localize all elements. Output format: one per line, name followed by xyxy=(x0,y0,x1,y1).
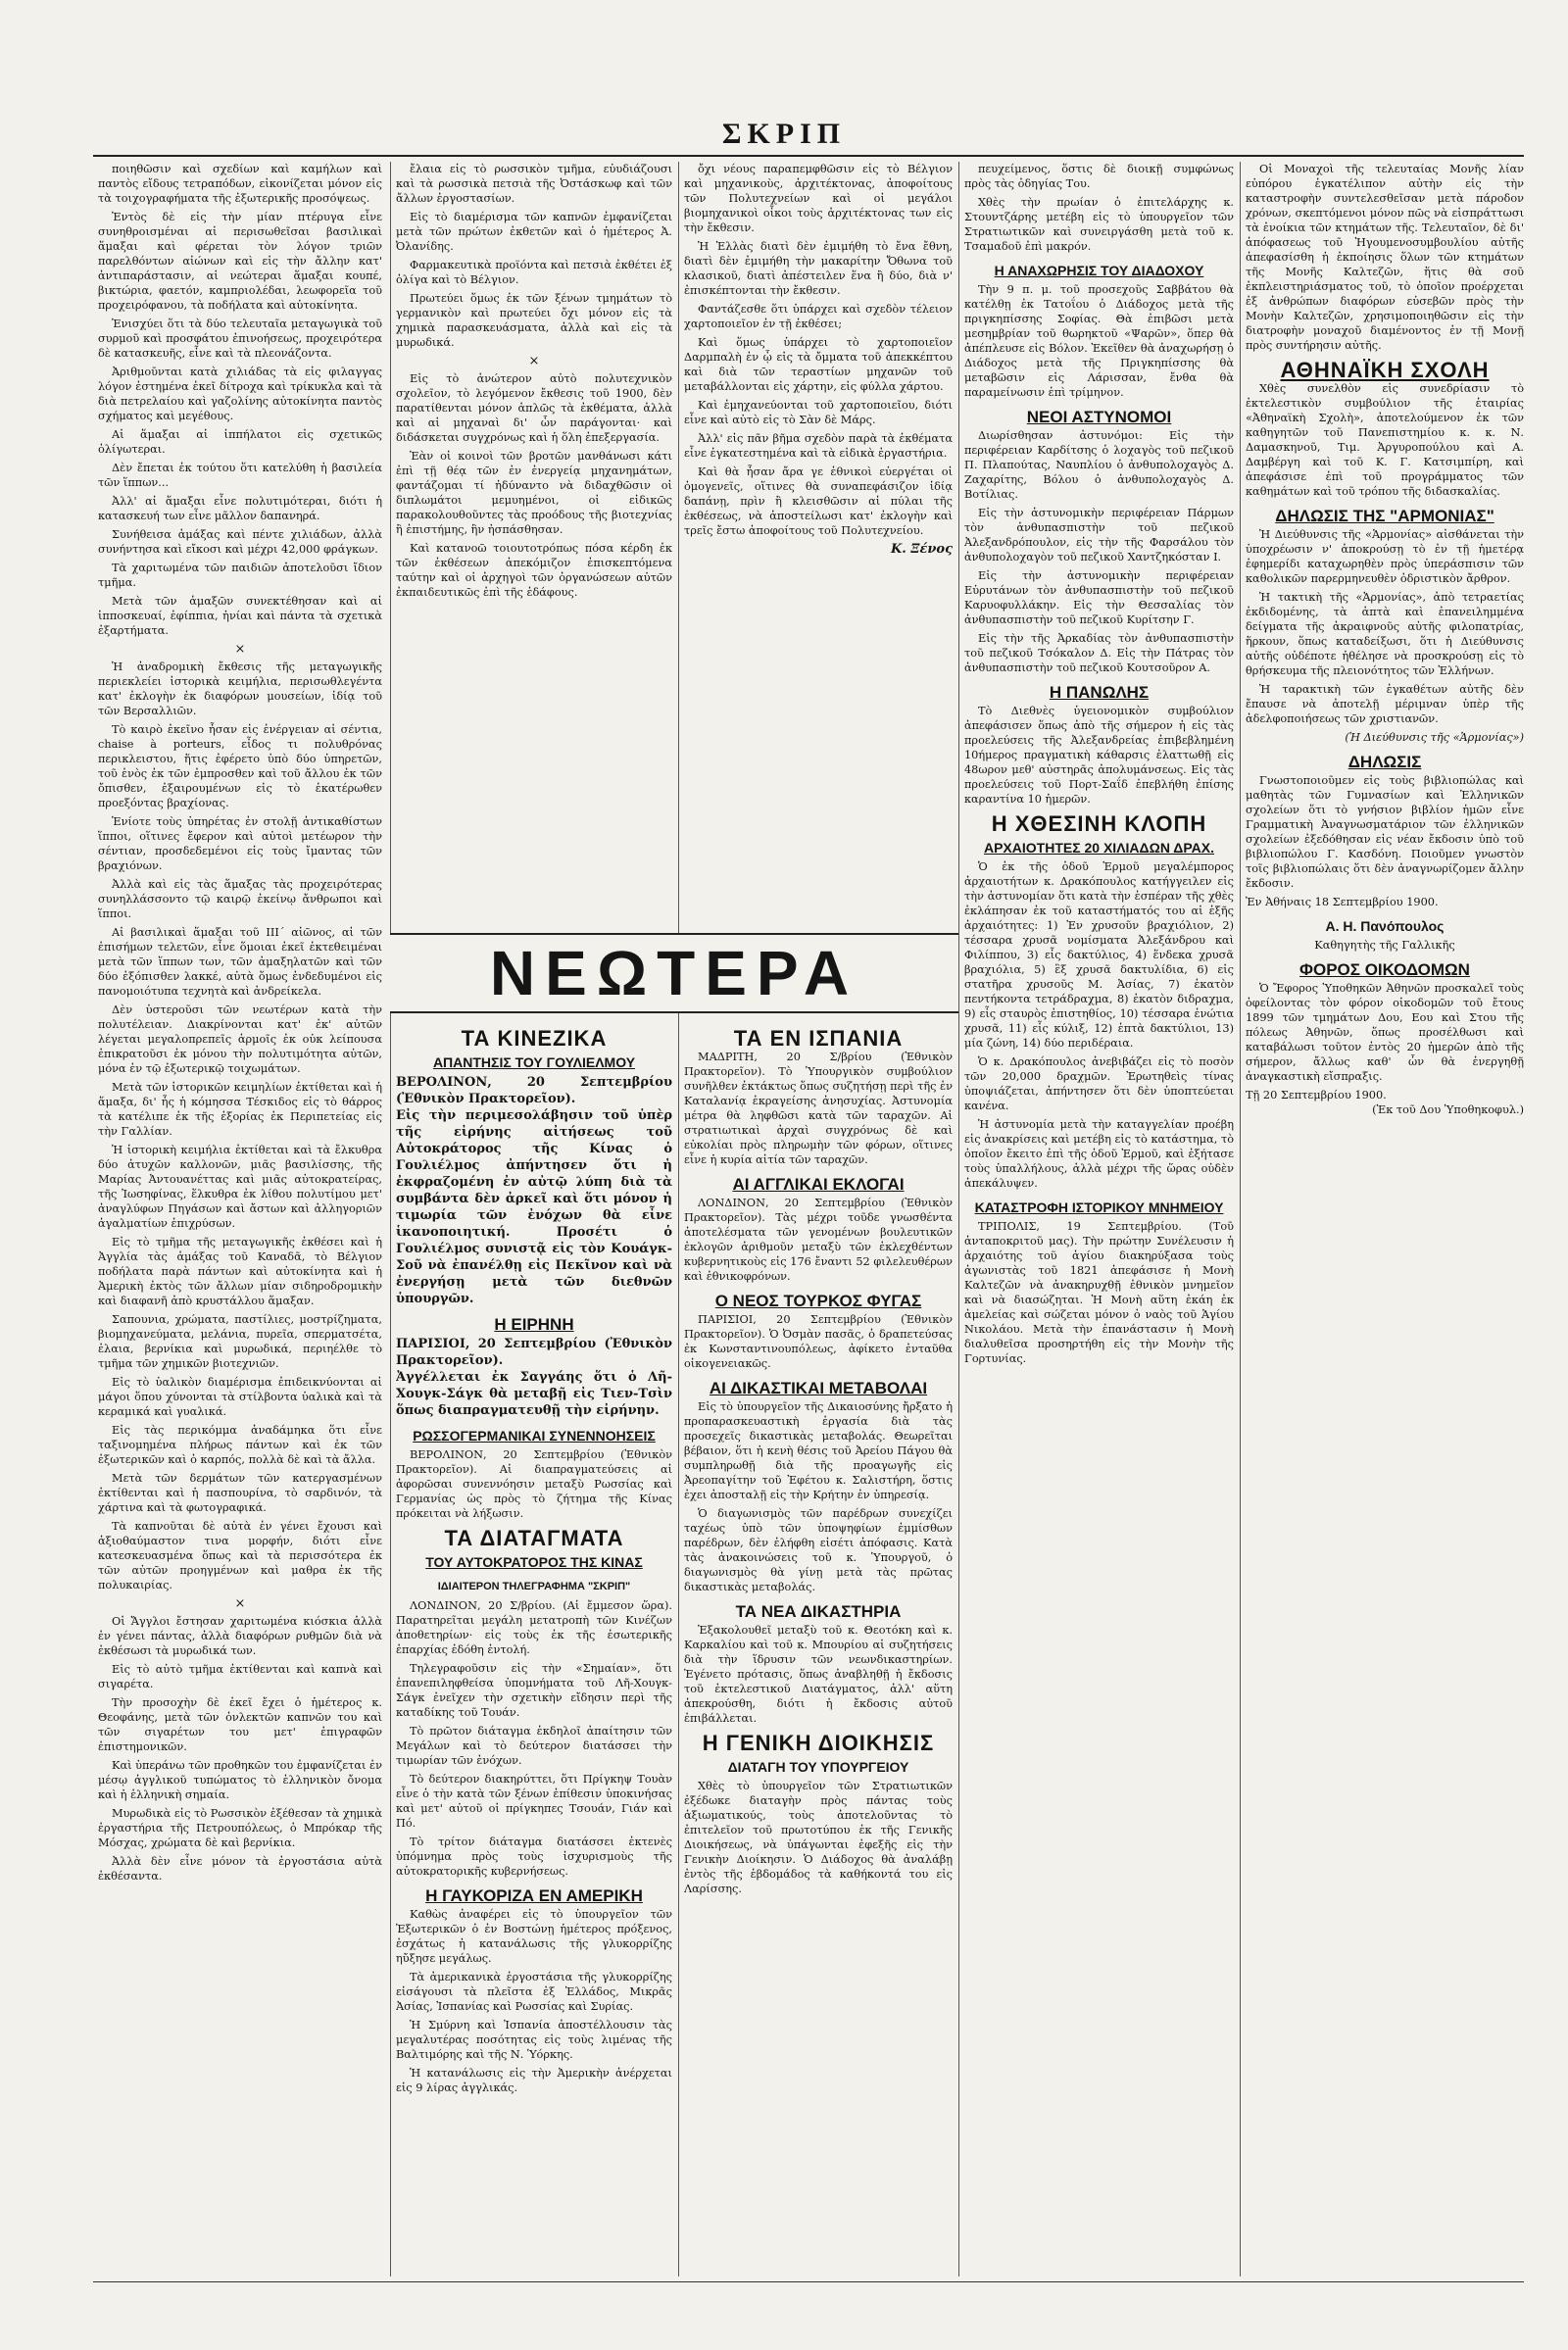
paragraph: Αἱ ἅμαξαι αἱ ἱππήλατοι εἰς σχετικῶς ὀλίγωτεραι. xyxy=(98,428,382,456)
section-separator: × xyxy=(234,1596,246,1611)
column-divider xyxy=(1240,162,1241,2277)
dilosis-role: Καθηγητὴς τῆς Γαλλικῆς xyxy=(1314,939,1455,952)
paragraph: Ἐντὸς δὲ εἰς τὴν μίαν πτέρυγα εἶνε συνηθροισμέναι αἱ περισωθεῖσαι βασιλικαὶ ἅμαξαι καὶ φέρεται τὸν λόγον τριῶν παρελθόντων αἰώνων καὶ εἰς τὴν ἄλλην κατ' ἀντιπαράστασιν, αἱ νεώτεραι ἅμαξαι κουπέ, βικτώρια, φαετόν, καμπριολέδαι, λεωφορεῖα τοῦ προχειρόφανου, τὰ ποδήλατα καὶ αὐτοκίνητα. xyxy=(98,211,382,312)
paragraph: Τὴν προσοχὴν δὲ ἐκεῖ ἔχει ὁ ἡμέτερος κ. Θεοφάνης, μετὰ τῶν ὀνλεκτῶν καπνῶν του καὶ τῶν σιγαρέτων του μετ' ἐπιγραφῶν ἐπιστημονικῶν. xyxy=(98,1696,382,1753)
paragraph: Ἡ Ἑλλὰς διατὶ δὲν ἐμιμήθη τὸ ἔνα ἔθνη, διατὶ δὲν ἐμιμήθη τὴν μακαρίτην Ὄθωνα τοῦ κλασικοῦ, διατὶ ἀπέστειλεν ἕνα ἢ δύο, διὰ ν' ἐπισκέπτονται τὴν ἔκθεσιν. xyxy=(684,240,953,297)
dikastiria-title: ΤΑ ΝΕΑ ΔΙΚΑΣΤΗΡΙΑ xyxy=(735,1602,902,1621)
paragraph: Τὸ καιρὸ ἐκεῖνο ἦσαν εἰς ἐνέργειαν αἱ σέντια, chaise à porteurs, εἶδος τι πολυθρόνας περικλειστου, ἥτις ἐφέρετο ὑπὸ δύο ὑπηρετῶν, τοῦ ἑνὸς ἐκ τῶν ἐμπροσθεν καὶ τοῦ ἄλλου ἐκ τῶν ὄπισθεν, ἐξαιρουμένων εἰς τὸ ἑκατέρωθεν προεξόντας βραχίονας. xyxy=(98,723,382,809)
paragraph: Τὰ χαριτωμένα τῶν παιδιῶν ἀποτελοῦσι ἴδιον τμῆμα. xyxy=(98,562,382,589)
paragraph: Καὶ κατανοῶ τοιουτοτρόπως πόσα κέρδη ἐκ τῶν ἐκθέσεων ἀπεκόμιζον ἐπισκεπτόμενα ταύτην καὶ οἱ ἀρχηγοὶ τῶν ὀργανώσεων αὐτῶν ἐκπαιδευτικῶς ἐπὶ τῆς ἑδάφους. xyxy=(396,542,672,599)
author-signature: Κ. Ξένος xyxy=(890,542,953,557)
dioikisis-title: Η ΓΕΝΙΚΗ ΔΙΟΙΚΗΣΙΣ xyxy=(702,1731,935,1755)
eirini-title: Η ΕΙΡΗΝΗ xyxy=(494,1315,574,1334)
kinezika-title: ΤΑ ΚΙΝΕΖΙΚΑ xyxy=(461,1026,608,1051)
tourkos-title: Ο ΝΕΟΣ ΤΟΥΡΚΟΣ ΦΥΓΑΣ xyxy=(714,1292,922,1310)
paragraph: Εἰς τὴν ἀστυνομικὴν περιφέρειαν Πάρμων τὸν ἀνθυπασπιστὴν τοῦ πεζικοῦ Ἀλεξανδρόπουλον, εἰς τὴν τῆς Φαρσάλου τὸν ἀνθυπολοχαγὸν τοῦ πεζικοῦ Χαντζηκόσταν Ι. xyxy=(964,507,1234,563)
paragraph: Εἰς τὸ ὑαλικὸν διαμέρισμα ἐπιδεικνύονται αἱ μάγοι ὅπου χύνονται τὰ στίλβοντα ὑαλικὰ καὶ τὰ κεραμικά καὶ γυαλικά. xyxy=(98,1376,382,1418)
bottom-rule xyxy=(93,2281,1524,2282)
foros-title: ΦΟΡΟΣ ΟΙΚΟΔΟΜΩΝ xyxy=(1299,960,1470,979)
paragraph: Ἡ Σμύρνη καὶ Ἰσπανία ἀποστέλλουσιν τὰς μεγαλυτέρας ποσότητας εἰς τοὺς λιμένας τῆς Βαλτιμόρης καὶ τῆς Ν. Ὑόρκης. xyxy=(396,2019,672,2061)
paragraph: Ἡ ἀστυνομία μετὰ τὴν καταγγελίαν προέβη εἰς ἀνακρίσεις καὶ μετέβη εἰς τὸ κατάστημα, τὸ ὁποῖον ἔκειτο ἐπὶ τῆς ὁδοῦ Ἑρμοῦ, καὶ ἐξήτασε τοὺς ὑπαλλήλους, ἀλλὰ μέχρι τῆς ὥρας οὐδὲν ἀπεκάλυψεν. xyxy=(964,1118,1234,1190)
col1-paras3 xyxy=(98,1614,382,1884)
paragraph: Μετὰ τῶν δερμάτων τῶν κατεργασμένων ἐκτίθενται καὶ ἡ πασπουρίνα, τὸ σαρδινόν, τὰ χάρτινα καὶ τὰ φωτογραφικά. xyxy=(98,1472,382,1514)
paragraph: Ἐνίοτε τοὺς ὑπηρέτας ἐν στολῇ ἀντικαθίστων ἵπποι, οἵτινες ἔφερον καὶ αὐτοὶ μετέωρον τὴν σέντιαν, προσδεδεμένοι εἰς τοὺς ἴμαντας τῶν βραχιόνων. xyxy=(98,815,382,872)
masthead-title: ΣΚΡΙΠ xyxy=(721,118,847,150)
diatagmata-telegram: ΙΔΙΑΙΤΕΡΟΝ ΤΗΛΕΓΡΑΦΗΜΑ "ΣΚΡΙΠ" xyxy=(437,1581,631,1592)
paragraph: Τὸ πρῶτον διάταγμα ἐκδηλοῖ ἀπαίτησιν τῶν Μεγάλων καὶ τὸ δεύτερον διατάσσει τὴν τιμωρίαν τῶν ἐνόχων. xyxy=(396,1725,672,1767)
paragraph: Εἰς τὴν τῆς Ἀρκαδίας τὸν ἀνθυπασπιστὴν τοῦ πεζικοῦ Τσόκαλον Δ. Εἰς τὴν Πάτρας τὸν ἀνθυπασπιστὴν τοῦ πεζικοῦ Κουτσοῦρον Α. xyxy=(964,632,1234,674)
armonia-signature: (Ἡ Διεύθυνσις τῆς «Ἁρμονίας») xyxy=(1345,731,1524,744)
ispania-text: ΜΑΔΡΙΤΗ, 20 Σ/βρίου (Ἐθνικὸν Πρακτορεῖον). Τὸ Ὑπουργικὸν συμβούλιον συνῆλθεν ἐκτάκτως ὅπως συζητήσῃ περὶ τῆς ἐν Καταλανίᾳ ἐκραγείσης ἀνησυχίας. Ἀστυνομία μέτρα θὰ ληφθῶσι κατὰ τῶν ταραχῶν. Αἱ στρατιωτικαὶ ἀρχαὶ συγχρόνως δὲ καὶ εὐκολίαι πρὸς πληρωμὴν τῶν φόρων, οἵτινες εἶνε ἡ κυρία αἰτία τῶν ταραχῶν. xyxy=(684,1051,953,1166)
paragraph: Συνήθεισα ἁμάξας καὶ πέντε χιλιάδων, ἀλλὰ συνήντησα καὶ εἴκοσι καὶ μέχρι 42,000 φράγκων. xyxy=(98,528,382,556)
paragraph: Οἱ Ἄγγλοι ἔστησαν χαριτωμένα κιόσκια ἀλλὰ ἐν γένει πάντας, ἀλλὰ διαφόρων ρυθμῶν διὰ νὰ ἐκθέσωσι τὰ μυρωδικά των. xyxy=(98,1615,382,1657)
paragraph: Ἀλλὰ καὶ εἰς τὰς ἅμαξας τὰς προχειρότερας συνηλλάσσοντο τῷ καιρῷ ἐκείνῳ ἄνθρωποι καὶ ἵπποι. xyxy=(98,878,382,920)
paragraph: Καὶ ὑπεράνω τῶν προθηκῶν του ἐμφανίζεται ἐν μέσῳ ἀγγλικοῦ τυπώματος τὸ ἑλληνικὸν ὄνομα καὶ ἡ ἑλληνικὴ σημαία. xyxy=(98,1759,382,1801)
section-separator: × xyxy=(234,642,246,657)
paragraph: Τὰ καπνοῦται δὲ αὐτὰ ἐν γένει ἔχουσι καὶ ἀξιοθαύμαστον τινα μορφήν, διότι εἶνε κατεσκευασμένα ὅπως καὶ τὰ περισσότερα ἐκ τῶν αὐτῶν προηγμένων καὶ μαθρα ἐκ τῆς πολυκαιρίας. xyxy=(98,1520,382,1591)
paragraph: Καὶ ὅμως ὑπάρχει τὸ χαρτοποιεῖον Δαρμπαλὴ ἐν ᾧ εἰς τὰ ὄμματα τοῦ ἀπεκκέπτου καὶ διὰ τῶν τεραστίων μηχανῶν τοῦ μεταβάλλονται εἰς χάρτην, εἰς φύλλα χάρτου. xyxy=(684,336,953,393)
paragraph: Ὁ διαγωνισμὸς τῶν παρέδρων συνεχίζει ταχέως ὑπὸ τῶν ὑποψηφίων ἐμμίσθων παρέδρων, δὲν ἐλήφθη εἰσέτι ἀπόφασις. Κατὰ τὰς ἀνακοινώσεις τοῦ κ. Ὑπουργοῦ, ὁ διαγωνισμὸς θὰ γίνῃ μετὰ τὰς πρῶτας δικαστικὰς μεταβολάς. xyxy=(684,1507,953,1593)
dikastiria-text: Ἐξακολουθεῖ μεταξὺ τοῦ κ. Θεοτόκη καὶ κ. Καρκαλίου καὶ τοῦ κ. Μπουρίου αἱ συζητήσεις διὰ τὴν ἵδρυσιν τῶν νεωνδικαστηρίων. Ἐγένετο πρότασις, ὅπως ἀναβληθῇ ἡ ἔκδοσις τοῦ ἐκτελεστικοῦ Διατάγματος, ἀλλ' αὕτη ἀπεκρούσθη, διότι ἡ ἔκδοσις αὐτοῦ ἐπιβάλλεται. xyxy=(684,1624,953,1725)
dilosis-text: Γνωστοποιοῦμεν εἰς τοὺς βιβλιοπώλας καὶ μαθητὰς τῶν Γυμνασίων καὶ Ἑλληνικῶν σχολείων ὅτι τὸ γνήσιον βιβλίον ἡμῶν εἶνε Γραμματικὴ Ἀναγνωσματάριον τῶν ἑλληνικῶν σχολείων ἐξεδόθησαν εἰς νέαν ἔκδοσιν ὑπὸ τοῦ βιβλιοπώλου Γ. Κασδόνη. Ποιοῦμεν γνωστὸν τοῖς βιβλιοπώλαις ὅτι δὲν ἀναγνωρίζομεν ἄλλην ἔκδοσιν. xyxy=(1246,774,1524,890)
paragraph: Καὶ θὰ ἦσαν ἄρα γε ἐθνικοὶ εὐεργέται οἱ ὁμογενεῖς, οἵτινες θὰ συναπεφάσιζον ἰδίᾳ δαπάνῃ, πρὶν ἢ κλεισθῶσιν αἱ πύλαι τῆς ἐκθέσεως, νὰ ἀποστείλωσι κατ' ἐκλογὴν καὶ τρεῖς ἔστω ἀποφοίτους τοῦ Πολυτεχνείου. xyxy=(684,465,953,537)
foros-date: Τῇ 20 Σεπτεμβρίου 1900. xyxy=(1246,1089,1387,1102)
column-4 xyxy=(964,162,1234,2277)
column-divider xyxy=(678,162,679,2277)
paragraph: Ἀλλὰ δὲν εἶνε μόνον τὰ ἐργοστάσια αὐτὰ ἐκθέσαντα. xyxy=(98,1855,382,1883)
column-2 xyxy=(396,162,672,2277)
paragraph: Φαρμακευτικὰ προϊόντα καὶ πετσιὰ ἐκθέτει ἐξ ὀλίγα καὶ τὸ Βέλγιον. xyxy=(396,259,672,286)
paragraph: Αἱ βασιλικαὶ ἅμαξαι τοῦ ΙΙΙ΄ αἰῶνος, αἱ τῶν ἐπισήμων τελετῶν, εἶνε ὅμοιαι ἐκεῖ ἐκτεθειμέναι μετὰ τῶν ἵππων των, τῶν ἀμαξηλατῶν καὶ τῶν δύο ἐξόπισθεν λακκέ, αὐτὰ ὅμως ἐνδεδυμένοι εἰς πανομοιότυπα τεχνητὰ καὶ ἀνδρείκελα. xyxy=(98,926,382,998)
anachorisis-title: Η ΑΝΑΧΩΡΗΣΙΣ ΤΟΥ ΔΙΑΔΟΧΟΥ xyxy=(994,263,1204,278)
paragraph: Ἡ τακτικὴ τῆς «Ἁρμονίας», ἀπὸ τετραετίας ἐκδιδομένης, τὰ ἁπτὰ καὶ ἐπανειλημμένα δείγματα τῆς ἀκραιφνοῦς αὐτῆς φιλοπατρίας, ἥρκουν, ὅπως καταδείξωσι, ὅτι ἡ Διεύθυνσις αὐτῆς οὐδέποτε ἠθέλησε νὰ προσκρούσῃ εἰς τὸ θρήσκευμα τῆς πλειονότητος τῶν Ἑλλήνων. xyxy=(1246,591,1524,677)
eirini-dateline: ΠΑΡΙΣΙΟΙ, 20 Σεπτεμβρίου (Ἐθνικὸν Πρακτορεῖον). xyxy=(396,1337,672,1368)
gaykoriza-title: Η ΓΑΥΚΟΡΙΖΑ ΕΝ ΑΜΕΡΙΚΗ xyxy=(425,1886,643,1905)
col2-top xyxy=(396,162,672,933)
eklogai-title: ΑΙ ΑΓΓΛΙΚΑΙ ΕΚΛΟΓΑΙ xyxy=(732,1175,905,1194)
section-separator: × xyxy=(528,354,540,368)
eirini-text: Ἀγγέλλεται ἐκ Σαγγάης ὅτι ὁ Λῆ-Χουγκ-Σάγκ θὰ μεταβῇ εἰς Τιεν-Τσὶν ὅπως διαπραγματευθῇ τὴν εἰρήνην. xyxy=(396,1370,672,1418)
paragraph: Ὁ ἐκ τῆς ὁδοῦ Ἑρμοῦ μεγαλέμπορος ἀρχαιοτήτων κ. Δρακόπουλος κατήγγειλεν εἰς τὴν ἀστυνομίαν ὅτι κατὰ τὴν ἑσπέραν τῆς χθὲς ἐκλάπησαν ἐκ τοῦ καταστήματός του αἱ ἑξῆς ἀρχαιότητες: 1) Ἐν χρυσοῦν βραχιόλιον, 2) τέσσαρα χρυσᾶ νομίσματα Ἀλεξάνδρου καὶ Φιλίππου, 3) εἷς δακτύλιος, 4) ἕνδεκα χρυσᾶ βραχιόλια, 5) ἓξ χρυσᾶ δακτυλίδια, 6) εἰς στατῆρα χρυσοῦς Μ. Ἀσίας, 7) ἑκατὸν πεντήκοντα τετράδραχμα, 8) ἐκατὸν διδραχμα, 9) εἷς σταυρὸς ἐπιστηθίος, 10) τέσσαρα ἐνώτια χρυσᾶ, 11) εἷς κύλιξ, 12) ἑπτὰ δακτύλιοι, 13) μία ζώνη, 14) δύο περιδέραια. xyxy=(964,860,1234,1050)
paragraph: Ἀλλ' εἰς πᾶν βῆμα σχεδὸν παρὰ τὰ ἐκθέματα εἶνε ἐγκατεστημένα καὶ τὰ εἰδικὰ ἐργαστήρια. xyxy=(684,432,953,460)
column-5 xyxy=(1246,162,1524,2277)
paragraph: Ἡ ἀναδρομικὴ ἔκθεσις τῆς μεταγωγικῆς περιεκλείει ἱστορικὰ κειμήλια, περισωθλεγέντα κατ' ἐκλογὴν ἐκ διαφόρων μουσείων, ἰδίᾳ τοῦ τῶν Βερσαλλιῶν. xyxy=(98,661,382,717)
paragraph: Τηλεγραφοῦσιν εἰς τὴν «Σημαίαν», ὅτι ἐπανεπιληφθείσα ὑπομνήματα τοῦ Λῆ-Χουγκ-Σάγκ ἐνεῖχεν τὴν σχετικὴν εἴδησιν περὶ τῆς καταδίκης τοῦ Τουάν. xyxy=(396,1662,672,1719)
paragraph: Ὁ κ. Δρακόπουλος ἀνεβιβάζει εἰς τὸ ποσὸν τῶν 20,000 δραχμῶν. Ἐρωτηθεὶς τίνας ὑποψιάζεται, ἀπήντησεν ὅτι δὲν ὑποπτεύεται κανένα. xyxy=(964,1055,1234,1112)
column-divider xyxy=(390,162,391,2277)
paragraph: Μετὰ τῶν ἱστορικῶν κειμηλίων ἐκτίθεται καὶ ἡ ἅμαξα, δι' ἧς ἡ κόμησσα Τέσκιδος εἰς τὸ θάρρος τὰ κατέλιπε ἐκ τῆς ἐξορίας ἐκ Περιπετείας εἰς τὴν Γαλλίαν. xyxy=(98,1081,382,1138)
panolis-title: Η ΠΑΝΩΛΗΣ xyxy=(1049,683,1150,702)
kinezika-text: Εἰς τὴν περιμεσολάβησιν τοῦ ὑπὲρ τῆς εἰρήνης αἰτήσεως τοῦ Αὐτοκράτορος τῆς Κίνας ὁ Γουλιέλμος ἀπήντησεν ὅτι ἡ ἐκφραζομένη ἐν αὐτῷ λύπη διὰ τὰ συμβάντα δὲν ἀρκεῖ καὶ ὅτι μόνον ἡ τιμωρία τῶν ἐνόχων θὰ εἶνε ἱκανοποιητική. Προσέτι ὁ Γουλιέλμος συνιστᾷ εἰς τὸν Κουάγκ-Σοῦ νὰ ἐπανέλθῃ εἰς Πεκῖνον καὶ νὰ ἐνεργήσῃ μετὰ τῶν διεθνῶν ὑπουργῶν. xyxy=(396,1108,672,1306)
paragraph: Μυρωδικὰ εἰς τὸ Ρωσσικὸν ἐξέθεσαν τὰ χημικὰ ἐργαστήρια τῆς Πετρουπόλεως, ὁ Μπρόκαρ τῆς Μόσχας, χρώματα δὲ καὶ βερνίκια. xyxy=(98,1807,382,1849)
col3-top xyxy=(684,162,953,933)
neotera-banner: ΝΕΩΤΕΡΑ xyxy=(390,933,958,1013)
paragraph: Ἐὰν οἱ κοινοὶ τῶν βροτῶν μανθάνωσι κάτι ἐπὶ τῇ θέᾳ τῶν ἐν ἐνεργείᾳ μηχανημάτων, φαντάζομαι τί ἠδύναντο νὰ διδαχθῶσιν οἱ διπλωμάτοι μεμυημένοι, οἱ εἰδικῶς παρακολουθοῦντες τὰς προόδους τῆς βιοτεχνίας ἢ ἐπιστήμης, ἣν ἠσπάσθησαν. xyxy=(396,450,672,536)
monastirion-text: ΤΡΙΠΟΛΙΣ, 19 Σεπτεμβρίου. (Τοῦ ἀνταποκριτοῦ μας). Τὴν πρώτην Συνέλευσιν ἡ ἀρχαιότης τοῦ ἁγίου διακηρύξασα τοὺς ἀγωνιστὰς τοῦ 1821 ἀπεφάσισε ἡ Μονὴ Καλτεζῶν νὰ ἀνακηρυχθῇ ἐθνικὸν μνημεῖον καὶ νὰ διασώζηται. Ἡ Μονὴ αὕτη ἐκάη ἐκ ἀμελείας καὶ σώζεται μόνον ὁ ναὸς τοῦ Ἁγίου Νικολάου. Μετὰ τὴν ἐπανάστασιν ἡ Μονὴ διαλυθεῖσα προσηρτήθη εἰς τὴν Μονὴν τῆς Γορτυνίας. xyxy=(964,1220,1234,1365)
paragraph: ὄχι νέους παραπεμφθῶσιν εἰς τὸ Βέλγιον καὶ μηχανικοὺς, ἀρχιτέκτονας, ἀποφοίτους τῶν Πολυτεχνείων καὶ οἱ μεγάλοι βιομηχανικοὶ οἶκοι τοὺς ἀρχιτέκτονας των εἰς τὴν ἔκθεσιν. xyxy=(684,163,953,234)
rossogerm-text: ΒΕΡΟΛΙΝΟΝ, 20 Σεπτεμβρίου (Ἐθνικὸν Πρακτορεῖον). Αἱ διαπραγματεύσεις αἱ ἀφορῶσαι συνεννόησιν μεταξὺ Ρωσσίας καὶ Γερμανίας ὡς πρὸς τὸ ζήτημα τῆς Κίνας πρόκειται νὰ λήξωσιν. xyxy=(396,1448,672,1520)
klopi-title: Η ΧΘΕΣΙΝΗ ΚΛΟΠΗ xyxy=(991,811,1207,836)
col1-paras2 xyxy=(98,660,382,1592)
paragraph: Τὸ δεύτερον διακηρύττει, ὅτι Πρίγκηψ Τουὰν εἶνε ὁ τὴν κατὰ τῶν ξένων ἐπίθεσιν ὑποκινήσας καὶ μετ' αὐτοῦ οἱ πρίγκηπες Τσουάν, Γιάν καὶ Πό. xyxy=(396,1773,672,1830)
paragraph: Εἰς τὸ ἀνώτερον αὐτὸ πολυτεχνικὸν σχολεῖον, τὸ λεγόμενον ἔκθεσις τοῦ 1900, δὲν παρατίθενται μόνον ἁπλῶς τὰ ἐκθέματα, ἀλλὰ καὶ αἱ μηχαναὶ δι' ὧν παράγονται· καὶ διδάσκεται συγχρόνως καὶ ἡ ὅλη ἐπεξεργασία. xyxy=(396,372,672,444)
col1-paras xyxy=(98,162,382,638)
paragraph: Φαντάζεσθε ὅτι ὑπάρχει καὶ σχεδὸν τέλειον χαρτοποιεῖον ἐν τῇ ἐκθέσει; xyxy=(684,303,953,330)
dilosis-date: Ἐν Ἀθήναις 18 Σεπτεμβρίου 1900. xyxy=(1246,896,1439,908)
paragraph: Χθὲς τὴν πρωίαν ὁ ἐπιτελάρχης κ. Στουντζάρης μετέβη εἰς τὸ ὑπουργεῖον τῶν Στρατιωτικῶν καὶ συνειργάσθη μετὰ τοῦ κ. Τσαμαδοῦ ἐπὶ μακρόν. xyxy=(964,196,1234,253)
armonia-title: ΔΗΛΩΣΙΣ ΤΗΣ "ΑΡΜΟΝΙΑΣ" xyxy=(1275,507,1494,525)
klopi-subtitle: ΑΡΧΑΙΟΤΗΤΕΣ 20 ΧΙΛΙΑΔΩΝ ΔΡΑΧ. xyxy=(983,840,1214,856)
paragraph: Ἀλλ' αἱ ἅμαξαι εἶνε πολυτιμότεραι, διότι ἡ κατασκευή των εἶνε μᾶλλον δαπανηρά. xyxy=(98,495,382,522)
athinaiki-title: ΑΘΗΝΑΪΚΗ ΣΧΟΛΗ xyxy=(1280,358,1490,382)
paragraph: Ἡ ἱστορικὴ κειμήλια ἐκτίθεται καὶ τὰ ἔλκυθρα δύο ἀτυχῶν καλλονῶν, μιᾶς βασιλίσσης, τῆς Μαρίας Ἀντουανέττας καὶ μιᾶς αὐτοκρατείρας, τῆς Ἰωσηφίνας, ἕλκυθρα ἐκ λίθου πολυτίμου μετ' ἀναγλύφων Πηγάσων καὶ ἄστων καὶ ἀλληγοριῶν ἀγαλματίων ἐπιχρύσων. xyxy=(98,1144,382,1230)
panolis-text: Τὸ Διεθνὲς ὑγειονομικὸν συμβούλιον ἀπεφάσισεν ὅπως ἀπὸ τῆς σήμερον ἡ εἰς τὰς προελεύσεις τῆς Ἀλεξανδρείας ἐπιβεβλημένη 10ήμερος πραγματικὴ κάθαρσις ἐλαττωθῇ εἰς 48ωρον μεθ' αὐστηρᾶς ἀπολυμάνσεως. Εἰς τὰς προελεύσεις τοῦ Πορτ-Σαΐδ ἐπεβλήθη ἐπίσης καραντίνα 10 ἡμερῶν. xyxy=(964,705,1234,806)
top-rule xyxy=(93,155,1524,157)
diatagmata-subtitle: ΤΟΥ ΑΥΤΟΚΡΑΤΟΡΟΣ ΤΗΣ ΚΙΝΑΣ xyxy=(425,1554,643,1570)
paragraph: Πρωτεύει ὅμως ἐκ τῶν ξένων τμημάτων τὸ γερμανικὸν καὶ πρωτεύει ὄχι μόνον εἰς τὰ χημικὰ παρασκευάσματα, ἀλλὰ καὶ εἰς τὰ μυρωδικά. xyxy=(396,292,672,349)
foros-text: Ὁ Ἔφορος Ὑποθηκῶν Ἀθηνῶν προσκαλεῖ τοὺς ὀφείλοντας τὸν φόρον οἰκοδομῶν τοῦ ἔτους 1899 τῶν τμημάτων Δου, Εου καὶ Στου τῆς πόλεως Ἀθηνῶν, ὅπως προσέλθωσι καὶ καταβάλωσι τοῦτον ἐντὸς 20 ἡμερῶν ἀπὸ τῆς σήμερον, ἄλλως καθ' ὧν θὰ ἐνεργηθῇ ἀναγκαστικὴ εἴσπραξις. xyxy=(1246,982,1524,1083)
paragraph: Δὲν ἔπεται ἐκ τούτου ὅτι κατελύθη ἡ βασιλεία τῶν ἵππων... xyxy=(98,462,382,489)
kinezika-subtitle: ΑΠΑΝΤΗΣΙΣ ΤΟΥ ΓΟΥΛΙΕΛΜΟΥ xyxy=(432,1054,636,1070)
paragraph: Ἀριθμοῦνται κατὰ χιλιάδας τὰ εἰς φιλαγγας λόγον ἐστημένα ἐκεῖ δίτροχα καὶ τρίκυκλα καὶ τὰ διὰ πετρελαίου καὶ γαζολίνης αὐτοκίνητα παντὸς σχήματος καὶ μεγέθους. xyxy=(98,366,382,422)
paragraph: Οἱ Μοναχοὶ τῆς τελευταίας Μονῆς λίαν εὐπόρου ἐγκατέλιπον αὐτὴν εἰς τὴν καταστροφὴν συντελεσθεῖσαν μετὰ πάροδον χρόνων, σκεπτόμενοι μόνον πῶς νὰ εἰσπράττωσι τὰ ἐνοίκια τῶν κτημάτων τῆς. Τελευταῖον, δὲ δι' ἀπόφασεως τοῦ Ἡγουμενοσυμβουλίου αὐτῆς ἀπεφασίσθη ἡ ἐκποίησις ὅλων τῶν κτημάτων τῆς Μονῆς Καλτεζῶν, ἥτις θὰ σοῦ ἐκπλειστηριάσματος τοῦ, τὸ ὁποῖον προέρχεται ἐξ ἀνθρώπων διαφόρων εὐσεβῶν πρὸς τὴν Μονὴν Καλτεζῶν, χρησιμοποιηθῶσιν εἰς τὴν διατροφὴν μοναχοῦ διαμένοντος ἐν τῇ Μονῇ πρὸς συντήρησιν αὐτῆς. xyxy=(1246,163,1524,352)
paragraph: Καθὼς ἀναφέρει εἰς τὸ ὑπουργεῖον τῶν Ἐξωτερικῶν ὁ ἐν Βοστώνῃ ἡμέτερος πρόξενος, ἐσχάτως ἡ κατανάλωσις τῆς γλυκορρίζης ηὔξησε μεγάλως. xyxy=(396,1908,672,1965)
paragraph: Τὰ ἀμερικανικὰ ἐργοστάσια τῆς γλυκορρίζης εἰσάγουσι τὰ πλεῖστα ἐξ Ἑλλάδος, Μικρᾶς Ἀσίας, Ἰσπανίας καὶ Ρωσσίας καὶ Συρίας. xyxy=(396,1971,672,2013)
paragraph: ΛΟΝΔΙΝΟΝ, 20 Σ/βρίου. (Αἱ ἔμμεσον ὥρα). Παρατηρεῖται μεγάλη μετατροπὴ τῶν Κινέζων ἀποθετηρίων· εἰς τοὺς ἐκ τῆς ἐσωτερικῆς ἐπαρχίας ἐδόθη ἐντολή. xyxy=(396,1599,672,1656)
dilosis-title: ΔΗΛΩΣΙΣ xyxy=(1348,753,1422,771)
foros-signature: (Ἐκ τοῦ Δου Ὑποθηκοφυλ.) xyxy=(1372,1103,1524,1116)
dioikisis-text: Χθὲς τὸ ὑπουργεῖον τῶν Στρατιωτικῶν ἐξέδωκε διαταγὴν πρὸς πάντας τοὺς ἀξιωματικούς, τοὺς ἀποτελοῦντας τὸ ἐπιτελεῖον τοῦ πρωτοτύπου ἐκ τῆς Γενικῆς Διοικήσεως, νὰ ὑπάγωνται ἐφεξῆς εἰς τὴν Γενικὴν Διοίκησιν. Ὁ Διάδοχος θὰ ἀναλάβῃ ἐντὸς τῆς ἑβδομάδος τὰ καθήκοντά του εἰς Λαρίσσης. xyxy=(684,1780,953,1895)
anachorisis-text: Τὴν 9 π. μ. τοῦ προσεχοῦς Σαββάτου θὰ κατέλθῃ ἐκ Τατοΐου ὁ Διάδοχος μετὰ τῆς πριγκηπίσσης Σοφίας. Θὰ ἐπιβῶσι μετὰ μεσημβρίαν τοῦ θωρηκτοῦ «Ψαρῶν», ὅπερ θὰ ἀπέπλευσε εἰς Βόλον. Ἐκεῖθεν θὰ ἀναχωρήσῃ ὁ Διάδοχος μετὰ τῆς Πριγκηπίσσης θὰ μεταβῶσιν εἰς Λάρισσαν, ἔνθα θὰ παραμείνωσιν ἐπὶ τρίμηνον. xyxy=(964,283,1234,399)
column-divider xyxy=(958,162,959,2277)
eklogai-text: ΛΟΝΔΙΝΟΝ, 20 Σεπτεμβρίου (Ἐθνικὸν Πρακτορεῖον). Τὰς μέχρι τοῦδε γνωσθέντα ἀποτελέσματα τῶν γενομένων βουλευτικῶν ἐκλογῶν ἀριθμοῦν μεταξὺ τῶν ἐκλεχθέντων κυβερνητικοὺς εἰς 176 ἔναντι 52 φιλελευθέρων καὶ ἐθνικοφρόνων. xyxy=(684,1197,953,1283)
paragraph: Σαπουνια, χρώματα, παστίλιες, μοστρίζηματα, βιομηχανεύματα, μελάνια, πυρεῖα, σπερματσέτα, ἐλαια, βερνίκια καὶ μυρωδικά, περιηέλθε τὸ τμῆμα τῶν χημικῶν βιοτεχνιῶν. xyxy=(98,1313,382,1370)
paragraph: Εἰς τὸ ὑπουργεῖον τῆς Δικαιοσύνης ἤρξατο ἡ προπαρασκευαστικὴ ἐργασία διὰ τὰς προσεχεῖς δικαστικὰς μεταβολάς. Θεωρεῖται βέβαιον, ὅτι ἡ κενὴ θέσις τοῦ Ἀρείου Πάγου θὰ συμπληρωθῇ διὰ τῆς προαγωγῆς εἰς Ἀρεοπαγίτην τοῦ Ἐφέτου κ. Σαλιστήρη, ὅστις ἐχει ἀποσταλῇ εἰς τὴν Κρήτην ἐν ὑπηρεσίᾳ. xyxy=(684,1400,953,1501)
paragraph: Δὲν ὑστεροῦσι τῶν νεωτέρων κατὰ τὴν πολυτέλειαν. Διακρίνονται κατ' ἐκ' αὐτῶν λέγεται μεγαλοπρεπεῖς ἁρμοῖς ἐκ οὐκ λείπουσα ἐπικρατοῦσι ἐκ μόνου τὴν πολυτιμότητα αὐτῶν, μόνα ἐν τῷ ἐξωτερικῷ τοιχωμάτων. xyxy=(98,1004,382,1075)
paragraph: Ἡ Διεύθυνσις τῆς «Ἁρμονίας» αἰσθάνεται τὴν ὑποχρέωσιν ν' ἀποκρούσῃ τὸ ἐν τῇ ἡμετέρᾳ ἐφημερίδι καταχωρηθὲν πρὸς ὑπεράσπισιν τῶν καθολικῶν παρερμηνευθὲν ὀδριστικὸν ἄρθρον. xyxy=(1246,528,1524,585)
paragraph: Ἡ ταρακτικὴ τῶν ἐγκαθέτων αὐτῆς δὲν ἔπαυσε νὰ ἀποτελῇ μέριμναν ὑπὲρ τῆς ἀδελφοποιήσεως τῶν χριστιανῶν. xyxy=(1246,683,1524,725)
paragraph: Εἰς τὸ διαμέρισμα τῶν καπνῶν ἐμφανίζεται μετὰ τῶν πρώτων ἐκθετῶν καὶ ὁ ἡμέτερος Ἀ. Ὀλανίδης. xyxy=(396,211,672,253)
dikastikai-title: ΑΙ ΔΙΚΑΣΤΙΚΑΙ ΜΕΤΑΒΟΛΑΙ xyxy=(709,1379,928,1397)
paragraph: Διωρίσθησαν ἀστυνόμοι: Εἰς τὴν περιφέρειαν Καρδίτσης ὁ λοχαγὸς τοῦ πεζικοῦ Π. Πλαπούτας, Ναυπλίου ὁ ἀνθυπολοχαγὸς Δ. Ζαχαρίτης, Βόλου ὁ ἀνθυπολοχαγὸς Δ. Βοτίλιας. xyxy=(964,429,1234,501)
rossogerm-title: ΡΩΣΣΟΓΕΡΜΑΝΙΚΑΙ ΣΥΝΕΝΝΟΗΣΕΙΣ xyxy=(413,1428,656,1444)
kinezika-dateline: ΒΕΡΟΛΙΝΟΝ, 20 Σεπτεμβρίου (Ἐθνικὸν Πρακτορεῖον). xyxy=(396,1075,672,1106)
paragraph: Ἐνισχύει ὅτι τὰ δύο τελευταῖα μεταγωγικὰ τοῦ συρμοῦ καὶ προσφάτου ἐπινοήσεως, προχειρότερα δὲ κατασκευῆς, εἶνε καὶ τὰ πλεονάζοντα. xyxy=(98,318,382,360)
ispania-title: ΤΑ ΕΝ ΙΣΠΑΝΙΑ xyxy=(733,1026,904,1051)
paragraph: Εἰς τὴν ἀστυνομικὴν περιφέρειαν Εὐρυτάνων τὸν ἀνθυπασπιστὴν τοῦ πεζικοῦ Καρυοφυλλάκην. Εἰς τὴν Θεσσαλίας τὸν ἀνθυπασπιστὴν τοῦ πεζικοῦ Κυρίτσην Γ. xyxy=(964,569,1234,626)
paragraph: Ἡ κατανάλωσις εἰς τὴν Ἀμερικὴν ἀνέρχεται εἰς 9 λίρας ἀγγλικάς. xyxy=(396,2067,672,2094)
diatagmata-title: ΤΑ ΔΙΑΤΑΓΜΑΤΑ xyxy=(444,1526,624,1550)
paragraph: Εἰς τὸ αὐτὸ τμῆμα ἐκτίθενται καὶ καπνὰ καὶ σιγαρέτα. xyxy=(98,1663,382,1690)
paragraph: Μετὰ τῶν ἁμαξῶν συνεκτέθησαν καὶ αἱ ἱπποσκευαί, ἐφίππια, ἡνίαι καὶ πάντα τὰ σχετικὰ ἐξαρτήματα. xyxy=(98,595,382,637)
astynomoi-title: ΝΕΟΙ ΑΣΤΥΝΟΜΟΙ xyxy=(1026,408,1172,426)
paragraph: Εἰς τὰς περικόμμα ἀναδάμηκα ὅτι εἶνε ταξινομημένα πλήρως πάντων καὶ ἐκ τῶν ἐξωτερικῶν καὶ ὁ καρπός, πολλὰ δὲ καὶ τὰ ἄλλα. xyxy=(98,1424,382,1466)
paragraph: Εἰς τὸ τμῆμα τῆς μεταγωγικῆς ἐκθέσει καὶ ἡ Ἀγγλία τὰς ἁμάξας τοῦ Καναδᾶ, τὸ Βέλγιον ποδήλατα παρὰ πάντων καὶ αὐτοκίνητα καὶ ἡ Ἀμερικὴ ἐκτὸς τῶν ἄλλων μίαν σιδηροδρομικὴν καὶ διαφανῆ ἀπὸ κρυστάλλου ἅμαξαν. xyxy=(98,1236,382,1307)
monastirion-title: ΚΑΤΑΣΤΡΟΦΗ ΙΣΤΟΡΙΚΟΥ ΜΝΗΜΕΙΟΥ xyxy=(974,1199,1224,1215)
paragraph: ποιηθῶσιν καὶ σχεδίων καὶ καμήλων καὶ παντὸς εἴδους τετραπόδων, εἰκονίζεται μόνον εἰς τὰ τοιχογραφήματα τῆς ἐξωτερικῆς προσόψεως. xyxy=(98,163,382,205)
athinaiki-text: Χθὲς συνελθὸν εἰς συνεδρίασιν τὸ ἐκτελεστικὸν συμβούλιον τῆς ἑταιρίας «Ἀθηναϊκὴ Σχολὴ», ἀποτελούμενον ἐκ τῶν καθηγητῶν τοῦ Πανεπιστημίου κ. κ. Ν. Δαμασκηνοῦ, Τιμ. Ἀργυροπούλου καὶ Α. Δαμβέργη καὶ τοῦ Κ. Γ. Κατσιμπίρη, καὶ ἀπεφάσισε ἐπὶ τοῦ προγράμματος τῶν καθημάτων καὶ τοῦ τρόπου τῆς διδασκαλίας. xyxy=(1246,382,1524,498)
paragraph: Καὶ ἐμηχανεύονται τοῦ χαρτοποιεῖου, διότι εἶνε καὶ αὐτὸ εἰς τὸ Σὰν δὲ Μάρς. xyxy=(684,399,953,426)
paragraph: ἔλαια εἰς τὸ ρωσσικὸν τμῆμα, εὐυδιάζουσι καὶ τὰ ρωσσικὰ πετσιὰ τῆς Ὀστάσκωφ καὶ τῶν ἄλλων ἐργοστασίων. xyxy=(396,163,672,205)
paragraph: Τὸ τρίτον διάταγμα διατάσσει ἐκτενὲς ὑπόμνημα πρὸς τοὺς ἰσχυρισμοὺς τῆς αὐτοκρατορικῆς κυβερνήσεως. xyxy=(396,1836,672,1878)
column-1 xyxy=(98,162,382,2277)
paragraph: πευχείμενος, ὅστις δὲ διοικῇ συμφώνως πρὸς τὰς ὁδηγίας Του. xyxy=(964,163,1234,190)
tourkos-text: ΠΑΡΙΣΙΟΙ, 20 Σεπτεμβρίου (Ἐθνικὸν Πρακτορεῖον). Ὁ Ὀσμὰν πασᾶς, ὁ δραπετεύσας ἐκ Κωνσταντινουπόλεως, ἀφίκετο ἐνταῦθα οἰκογενειακῶς. xyxy=(684,1313,953,1370)
dilosis-signature: Α. Η. Πανόπουλος xyxy=(1325,918,1445,934)
dioikisis-subtitle: ΔΙΑΤΑΓΗ ΤΟΥ ΥΠΟΥΡΓΕΙΟΥ xyxy=(727,1759,909,1775)
column-3 xyxy=(684,162,953,2277)
